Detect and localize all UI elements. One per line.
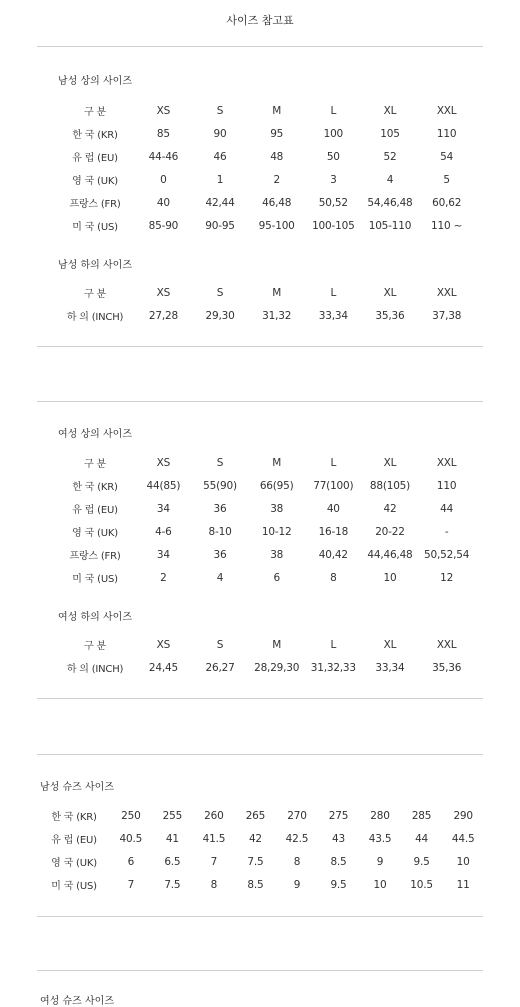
- size-cell: 42: [248, 832, 262, 845]
- size-cell: 2: [273, 173, 280, 186]
- page-title: 사이즈 참고표: [226, 14, 294, 27]
- size-cell: 50: [326, 150, 340, 163]
- size-cell: 10: [373, 878, 387, 891]
- size-cell: 33,34: [318, 309, 348, 322]
- size-cell: S: [216, 456, 224, 469]
- size-cell: 44: [440, 502, 454, 515]
- size-cell: 8.5: [247, 878, 264, 891]
- divider: [37, 754, 483, 755]
- size-cell: 38: [270, 548, 284, 561]
- size-cell: 46: [213, 150, 227, 163]
- row-label: 미 국 (US): [51, 881, 97, 892]
- size-cell: 54: [440, 150, 454, 163]
- size-cell: 265: [245, 809, 266, 822]
- size-cell: 50,52: [318, 196, 348, 209]
- table-row: [38, 804, 484, 827]
- size-cell: 4: [216, 571, 224, 584]
- size-cell: 20-22: [375, 525, 405, 538]
- row-label: 프랑스 (FR): [69, 199, 121, 210]
- size-cell: L: [330, 456, 337, 469]
- size-cell: 77(100): [313, 479, 354, 492]
- womens-tops-table: [55, 451, 475, 589]
- size-cell: 9: [293, 878, 301, 891]
- size-cell: 52: [383, 150, 397, 163]
- size-cell: 55(90): [203, 479, 237, 492]
- row-label: 구 분: [84, 289, 106, 300]
- size-cell: 31,32: [262, 309, 292, 322]
- size-cell: XL: [383, 638, 397, 651]
- table-row: [55, 497, 475, 520]
- divider: [37, 46, 483, 47]
- row-label: 하 의 (INCH): [66, 312, 124, 323]
- size-cell: 110: [436, 479, 457, 492]
- header-row: [55, 451, 475, 474]
- size-cell: 9.5: [330, 878, 347, 891]
- size-cell: 29,30: [205, 309, 235, 322]
- size-cell: 250: [121, 809, 141, 822]
- size-cell: 34: [156, 502, 170, 515]
- size-cell: L: [330, 286, 337, 299]
- size-cell: 42: [383, 502, 397, 515]
- size-cell: 43: [332, 832, 345, 845]
- size-cell: 11: [456, 878, 470, 891]
- section-title-womens-bottoms: 여성 하의 사이즈: [58, 612, 132, 623]
- size-cell: 44(85): [146, 479, 181, 492]
- row-label: 유 럽 (EU): [72, 505, 118, 516]
- row-label: 영 국 (UK): [51, 858, 97, 869]
- divider: [37, 916, 483, 917]
- divider: [37, 401, 483, 402]
- size-cell: 7: [127, 878, 135, 891]
- size-cell: 54,46,48: [367, 196, 413, 209]
- size-cell: 100: [323, 127, 344, 140]
- divider: [37, 346, 483, 347]
- size-cell: 36: [213, 502, 227, 515]
- size-cell: 40: [156, 196, 170, 209]
- table-row: [55, 168, 475, 191]
- size-cell: 42,44: [205, 196, 235, 209]
- table-row: [55, 543, 475, 566]
- size-cell: 105: [380, 127, 400, 140]
- size-cell: 90: [213, 127, 227, 140]
- size-cell: 60,62: [432, 196, 462, 209]
- table-row: [55, 145, 475, 168]
- table-row: [55, 656, 475, 679]
- size-cell: 3: [330, 173, 337, 186]
- size-cell: S: [216, 104, 224, 117]
- table-row: [55, 122, 475, 145]
- table-row: [55, 566, 475, 589]
- size-cell: 2: [160, 571, 167, 584]
- size-cell: 88(105): [369, 479, 411, 492]
- size-cell: 95: [270, 127, 284, 140]
- size-cell: -: [444, 525, 449, 538]
- size-cell: XXL: [436, 456, 457, 469]
- size-cell: 10: [456, 855, 470, 868]
- size-cell: 7.5: [247, 855, 264, 868]
- size-cell: 7.5: [164, 878, 181, 891]
- row-label: 한 국 (KR): [72, 482, 118, 493]
- size-cell: 37,38: [432, 309, 462, 322]
- size-cell: 10.5: [410, 878, 433, 891]
- size-cell: 33,34: [375, 661, 405, 674]
- size-cell: XS: [156, 638, 171, 651]
- size-cell: 4-6: [155, 525, 172, 538]
- size-cell: 34: [156, 548, 170, 561]
- header-row: [55, 281, 475, 304]
- size-cell: 31,32,33: [310, 661, 356, 674]
- row-label: 구 분: [84, 459, 106, 470]
- table-row: [55, 214, 475, 237]
- size-cell: 5: [443, 173, 450, 186]
- size-cell: 40: [326, 502, 340, 515]
- section-title-mens-shoes: 남성 슈즈 사이즈: [40, 782, 114, 793]
- size-cell: 46,48: [262, 196, 292, 209]
- size-cell: XS: [156, 456, 171, 469]
- row-label: 하 의 (INCH): [66, 664, 124, 675]
- womens-bottoms-table: [55, 633, 475, 679]
- size-cell: 4: [386, 173, 394, 186]
- size-cell: 26,27: [205, 661, 235, 674]
- size-cell: 7: [210, 855, 218, 868]
- section-title-womens-tops: 여성 상의 사이즈: [58, 429, 132, 440]
- size-cell: S: [216, 286, 224, 299]
- mens-shoes-table: [38, 804, 484, 896]
- section-title-womens-shoes: 여성 슈즈 사이즈: [40, 996, 114, 1007]
- size-cell: 27,28: [148, 309, 178, 322]
- size-cell: 41.5: [202, 832, 226, 845]
- section-title-mens-tops: 남성 상의 사이즈: [58, 76, 132, 87]
- size-cell: 6: [127, 855, 135, 868]
- header-row: [55, 633, 475, 656]
- size-cell: 44,46,48: [367, 548, 413, 561]
- size-cell: 8.5: [330, 855, 347, 868]
- size-cell: 12: [440, 571, 454, 584]
- size-cell: 270: [287, 809, 307, 822]
- size-cell: 9: [376, 855, 384, 868]
- size-cell: XS: [156, 104, 171, 117]
- size-cell: XXL: [436, 638, 457, 651]
- size-cell: 95-100: [258, 219, 295, 232]
- size-cell: 100-105: [312, 219, 355, 232]
- divider: [37, 970, 483, 971]
- table-row: [55, 304, 475, 327]
- size-cell: XXL: [436, 286, 457, 299]
- size-cell: L: [330, 104, 337, 117]
- row-label: 유 럽 (EU): [72, 153, 118, 164]
- size-cell: 44.5: [451, 832, 475, 845]
- size-cell: S: [216, 638, 224, 651]
- size-cell: 10: [383, 571, 397, 584]
- size-cell: 9.5: [413, 855, 430, 868]
- size-cell: 28,29,30: [254, 661, 300, 674]
- size-cell: 35,36: [432, 661, 462, 674]
- row-label: 한 국 (KR): [51, 812, 97, 823]
- size-cell: 16-18: [318, 525, 349, 538]
- table-row: [38, 827, 484, 850]
- mens-bottoms-table: [55, 281, 475, 327]
- size-cell: 40,42: [318, 548, 348, 561]
- table-row: [38, 850, 484, 873]
- size-cell: 90-95: [205, 219, 235, 232]
- size-cell: 66(95): [259, 479, 294, 492]
- size-cell: 50,52,54: [424, 548, 470, 561]
- size-cell: 43.5: [368, 832, 392, 845]
- table-row: [55, 191, 475, 214]
- size-cell: 110 ~: [431, 219, 463, 232]
- size-cell: 6: [273, 571, 280, 584]
- size-cell: L: [330, 638, 337, 651]
- section-title-mens-bottoms: 남성 하의 사이즈: [58, 260, 132, 271]
- size-cell: XL: [383, 286, 397, 299]
- size-cell: 255: [162, 809, 183, 822]
- size-cell: 85: [156, 127, 170, 140]
- size-cell: 6.5: [164, 855, 181, 868]
- row-label: 구 분: [84, 107, 106, 118]
- size-cell: 260: [204, 809, 224, 822]
- size-cell: 48: [270, 150, 284, 163]
- divider: [37, 698, 483, 699]
- size-cell: 24,45: [148, 661, 178, 674]
- size-cell: 280: [370, 809, 390, 822]
- size-cell: XL: [383, 104, 397, 117]
- row-label: 영 국 (UK): [72, 176, 118, 187]
- size-cell: 8: [293, 855, 301, 868]
- size-cell: 38: [270, 502, 284, 515]
- size-cell: 44-46: [148, 150, 179, 163]
- row-label: 유 럽 (EU): [51, 835, 97, 846]
- size-cell: 41: [165, 832, 179, 845]
- size-cell: M: [272, 286, 282, 299]
- size-cell: XS: [156, 286, 171, 299]
- row-label: 미 국 (US): [72, 574, 118, 585]
- row-label: 구 분: [84, 641, 106, 652]
- size-cell: 40.5: [119, 832, 143, 845]
- row-label: 프랑스 (FR): [69, 551, 121, 562]
- size-cell: 110: [436, 127, 457, 140]
- size-cell: 42.5: [285, 832, 309, 845]
- size-cell: XL: [383, 456, 397, 469]
- size-cell: 290: [453, 809, 473, 822]
- size-cell: 44: [415, 832, 429, 845]
- size-cell: 8-10: [208, 525, 232, 538]
- row-label: 한 국 (KR): [72, 130, 118, 141]
- size-cell: 0: [160, 173, 167, 186]
- size-cell: 10-12: [261, 525, 292, 538]
- mens-tops-table: [55, 99, 475, 237]
- size-cell: 85-90: [148, 219, 179, 232]
- size-cell: 1: [216, 173, 224, 186]
- size-cell: 285: [411, 809, 432, 822]
- header-row: [55, 99, 475, 122]
- table-row: [55, 520, 475, 543]
- size-cell: M: [272, 104, 282, 117]
- size-cell: 275: [328, 809, 349, 822]
- size-cell: 8: [210, 878, 218, 891]
- row-label: 영 국 (UK): [72, 528, 118, 539]
- size-cell: 105-110: [368, 219, 412, 232]
- size-cell: 35,36: [375, 309, 405, 322]
- size-cell: M: [272, 638, 282, 651]
- row-label: 미 국 (US): [72, 222, 118, 233]
- size-cell: 8: [330, 571, 337, 584]
- table-row: [38, 873, 484, 896]
- size-cell: M: [272, 456, 282, 469]
- size-cell: XXL: [436, 104, 457, 117]
- table-row: [55, 474, 475, 497]
- size-cell: 36: [213, 548, 227, 561]
